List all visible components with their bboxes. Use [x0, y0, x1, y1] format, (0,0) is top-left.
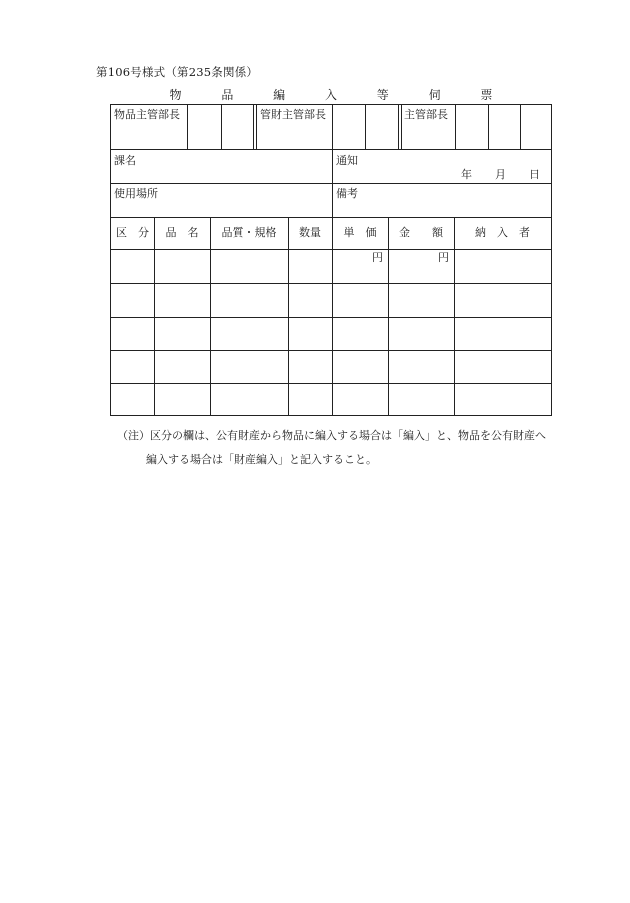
col-header-item-name: 品 名 [165, 226, 199, 239]
rule-col-1 [154, 217, 155, 415]
col-header-amount: 金 額 [399, 226, 443, 239]
rule-approval-v4 [332, 105, 333, 149]
form-number: 第106号様式（第235条関係） [96, 65, 259, 79]
rule-row-4 [111, 383, 551, 384]
col-header-category: 区 分 [116, 226, 149, 239]
rule-approval-v2 [221, 105, 222, 149]
col-header-supplier: 納 入 者 [475, 226, 530, 239]
note-line-2: 編入する場合は「財産編入」と記入すること。 [146, 453, 377, 466]
rule-col-6 [454, 217, 455, 415]
rule-place-bottom [111, 217, 551, 218]
rule-approval-v7 [455, 105, 456, 149]
rule-row-2 [111, 317, 551, 318]
rule-section-bottom [111, 183, 551, 184]
section-label: 課名 [114, 154, 136, 167]
place-label: 使用場所 [114, 187, 158, 200]
rule-header-bottom [111, 249, 551, 250]
notice-label: 通知 [336, 154, 358, 167]
rule-approval-v8 [488, 105, 489, 149]
col-header-quantity: 数量 [299, 226, 321, 239]
date-month-label: 月 [495, 168, 506, 181]
date-year-label: 年 [461, 168, 472, 181]
date-day-label: 日 [529, 168, 540, 181]
rule-approval-bottom [111, 149, 551, 150]
rule-row-3 [111, 350, 551, 351]
rule-approval-v9 [520, 105, 521, 149]
remarks-label: 備考 [336, 187, 358, 200]
rule-approval-v3 [253, 105, 254, 149]
col-header-unit-price: 単 価 [343, 226, 377, 239]
unit-price-yen: 円 [372, 251, 383, 264]
form-title: 物 品 編 入 等 伺 票 [169, 88, 511, 102]
rule-approval-v6b [401, 105, 402, 149]
rule-row-1 [111, 283, 551, 284]
note-line-1: （注）区分の欄は、公有財産から物品に編入する場合は「編入」と、物品を公有財産へ [117, 429, 546, 442]
goods-manager-label: 物品主管部長 [114, 108, 180, 121]
property-manager-label: 管財主管部長 [260, 108, 326, 121]
rule-approval-v5 [365, 105, 366, 149]
dept-manager-label: 主管部長 [404, 108, 448, 121]
form-table [110, 104, 552, 416]
col-header-quality-spec: 品質・規格 [221, 226, 277, 239]
rule-col-3 [288, 217, 289, 415]
rule-col-5 [388, 217, 389, 415]
amount-yen: 円 [438, 251, 449, 264]
rule-approval-v1 [187, 105, 188, 149]
rule-col-2 [210, 217, 211, 415]
rule-approval-v3b [256, 105, 257, 149]
rule-col-4 [332, 217, 333, 415]
rule-mid-split [332, 149, 333, 217]
rule-approval-v6 [398, 105, 399, 149]
